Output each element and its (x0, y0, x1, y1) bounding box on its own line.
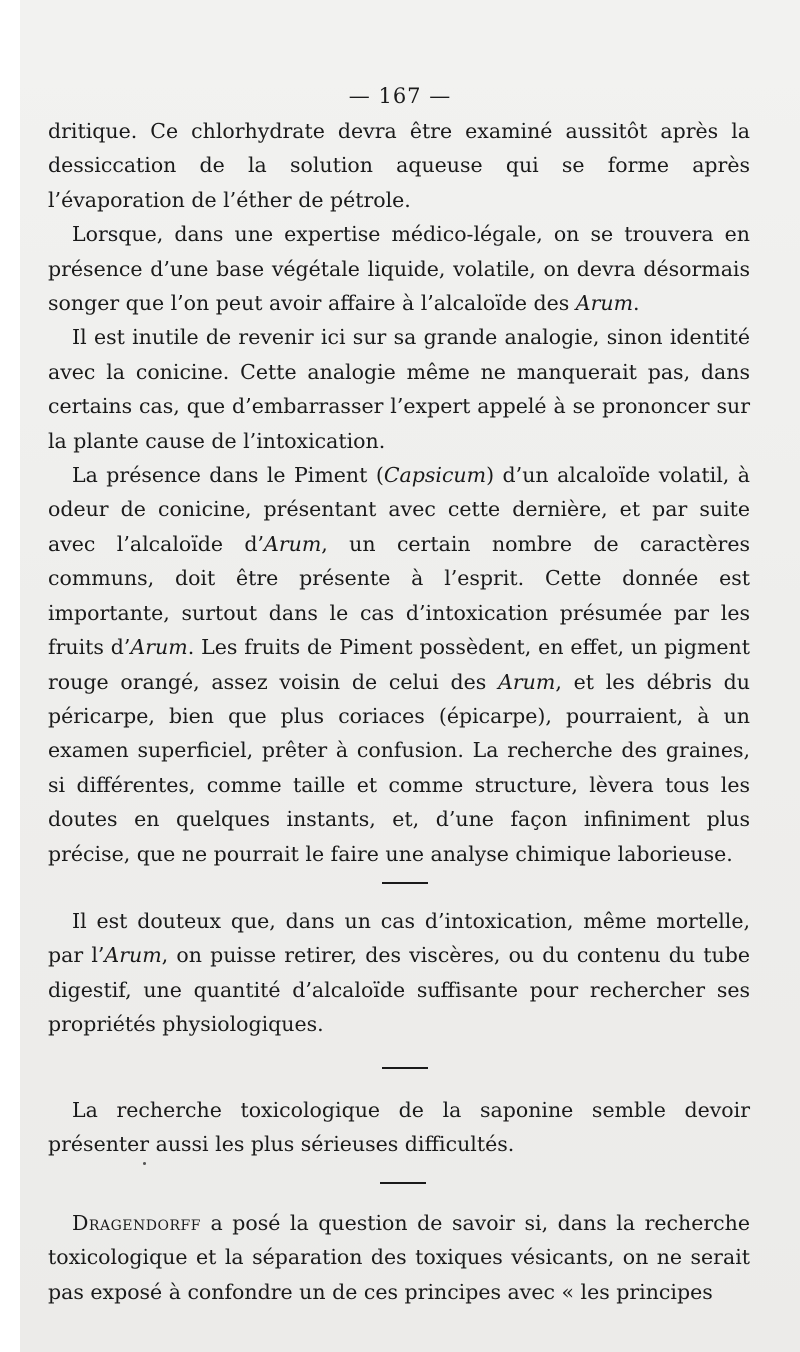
text-block-3 (48, 1093, 750, 1162)
paragraph (48, 217, 750, 320)
paragraph (48, 904, 750, 1042)
italic-term: Capsicum (383, 463, 487, 488)
text-run: dritique. Ce chlorhydrate devra être examiné aussitôt après la dessiccation de la solution aqueuse qui se forme après l’évaporation de l’éther de pétrole. (48, 119, 750, 212)
paragraph (48, 114, 750, 217)
italic-term: Arum (575, 291, 634, 316)
text-run: , et les débris du péricarpe, bien que plus coriaces (épicarpe), pourraient, à un examen superficiel, prêter à confusion. La recherche des graines, si différentes, comme taille et comme structure, lèvera tous les doutes en quelques instants, et, d’une façon infiniment plus précise, que ne pourrait le faire une analyse chimique laborieuse. (48, 669, 750, 866)
paragraph (48, 1093, 750, 1162)
text-run: , on puisse retirer, des viscères, ou du contenu du tube digestif, une quantité d’alcaloïde suffisante pour rechercher ses propriétés physiologiques. (48, 943, 750, 1037)
paragraph (48, 320, 750, 458)
paragraph (48, 458, 750, 871)
text-run: Il est douteux que, dans un cas d’intoxication, même mortelle, par l’ (48, 909, 750, 968)
page-number: — 167 — (348, 84, 452, 108)
text-run: La recherche toxicologique de la saponine semble devoir présenter aussi les plus sérieuses difficultés. (48, 1098, 750, 1157)
text-run: . (633, 291, 640, 316)
text-run: Lorsque, dans une expertise médico-légale, on se trouvera en présence d’une base végétale liquide, volatile, on devra désormais songer que l’on peut avoir affaire à l’alcaloïde des (48, 222, 750, 316)
author-name: Dragendorff (72, 1211, 201, 1235)
italic-term: Arum (264, 531, 322, 556)
section-separator (382, 1067, 428, 1069)
text-run: , un certain nombre de caractères communs, doit être présente à l’esprit. Cette donnée est importante, surtout dans le cas d’intoxication présumée par les fruits d’ (48, 531, 750, 660)
ink-speck (143, 1162, 146, 1165)
text-block-2 (48, 904, 750, 1042)
section-separator (382, 882, 428, 884)
text-run: a posé la question de savoir si, dans la recherche toxicologique et la séparation des toxiques vésicants, on ne serait pas exposé à confondre un de ces principes avec « les principes (48, 1211, 750, 1304)
italic-term: Arum (498, 669, 556, 694)
section-separator (380, 1182, 426, 1184)
text-run: ) d’un alcaloïde volatil, à odeur de conicine, présentant avec cette dernière, et par suite avec l’alcaloïde d’ (48, 463, 750, 556)
text-run: . Les fruits de Piment possèdent, en effet, un pigment rouge orangé, assez voisin de celui des (48, 635, 750, 694)
text-block-main (48, 114, 750, 871)
page-margin (0, 0, 20, 1352)
text-run: La présence dans le Piment ( (72, 463, 384, 488)
text-run: Il est inutile de revenir ici sur sa grande analogie, sinon identité avec la conicine. Cette analogie même ne manquerait pas, dans certains cas, que d’embarrasser l’expert appelé à se prononcer sur la plante cause de l’intoxication. (48, 325, 750, 453)
text-block-4 (48, 1206, 750, 1309)
italic-term: Arum (130, 635, 188, 660)
paragraph (48, 1206, 750, 1309)
italic-term: Arum (104, 943, 162, 968)
